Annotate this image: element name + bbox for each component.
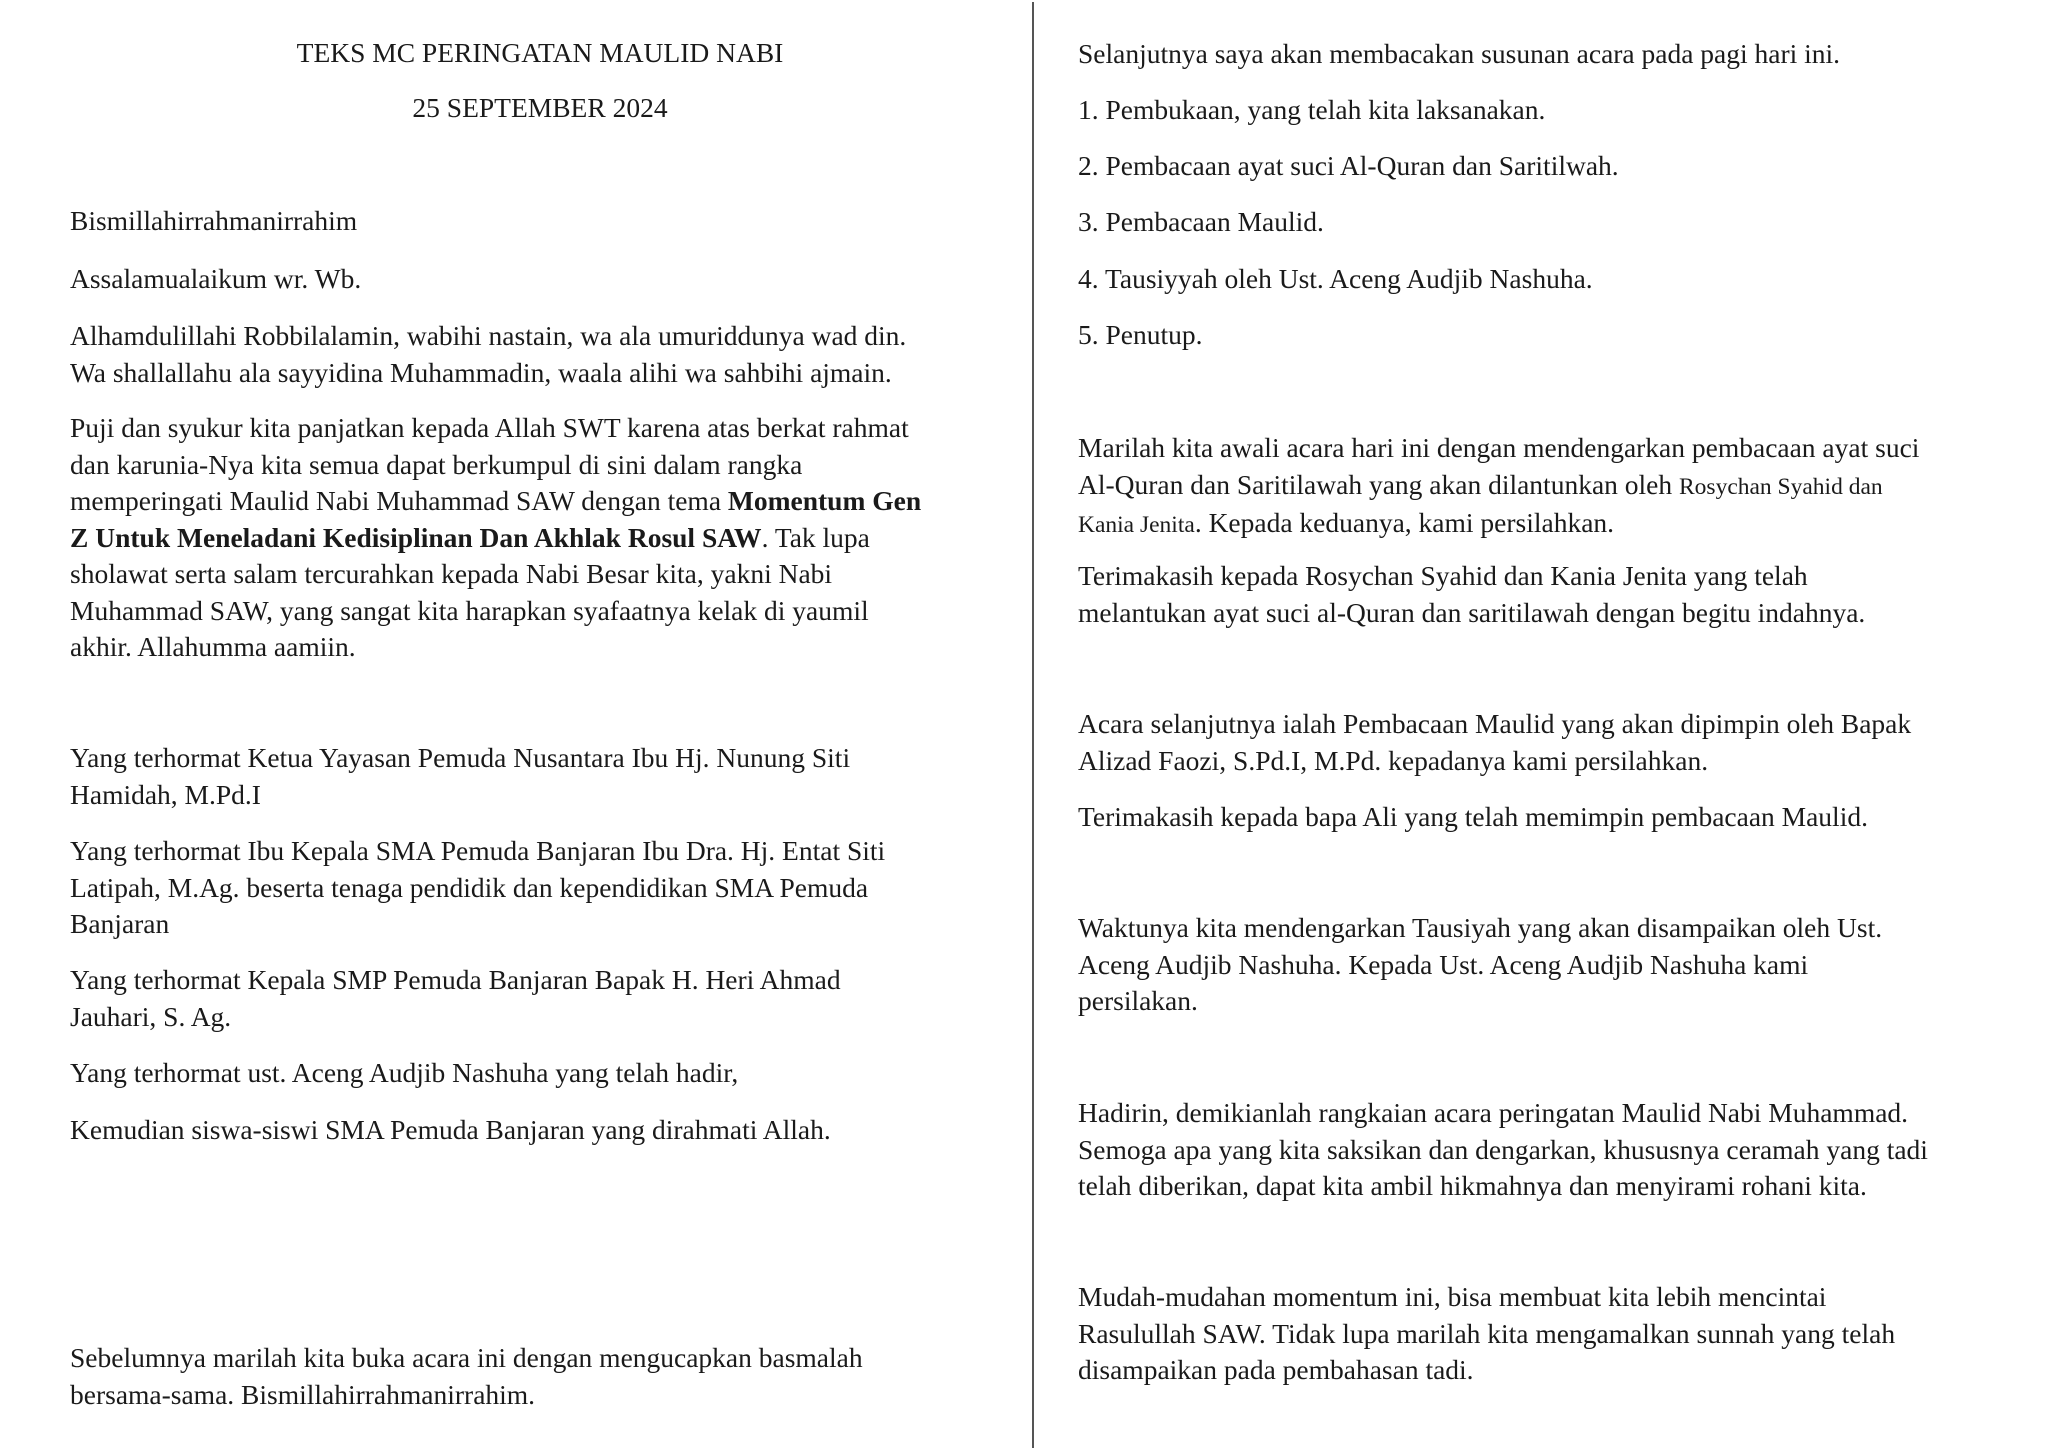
text-line: Alhamdulillahi Robbilalamin, wabihi nastain, wa ala umuriddunya wad din. xyxy=(70,320,907,351)
text-span: memperingati Maulid Nabi Muhammad SAW dengan tema xyxy=(70,485,728,516)
greeting-ustadz: Yang terhormat ust. Aceng Audjib Nashuha yang telah hadir, xyxy=(70,1057,739,1088)
agenda-item: 3. Pembacaan Maulid. xyxy=(1078,206,1324,237)
closing-paragraph xyxy=(1078,1279,2008,1389)
agenda-item: 2. Pembacaan ayat suci Al-Quran dan Saritilwah. xyxy=(1078,150,1619,181)
text-line: Sebelumnya marilah kita buka acara ini dengan mengucapkan basmalah xyxy=(70,1342,863,1373)
text-line: Wa shallallahu ala sayyidina Muhammadin, waala alihi wa sahbihi ajmain. xyxy=(70,356,892,388)
tausiyah-paragraph xyxy=(1078,910,2008,1020)
text-line xyxy=(70,483,1010,520)
text-line: Marilah kita awali acara hari ini dengan mendengarkan pembacaan ayat suci xyxy=(1078,432,1920,463)
text-line: Aceng Audjib Nashuha. Kepada Ust. Aceng Audjib Nashuha kami xyxy=(1078,948,1809,980)
agenda-item: 1. Pembukaan, yang telah kita laksanakan. xyxy=(1078,94,1546,125)
text-line xyxy=(1078,505,2008,544)
text-line: Hamidah, M.Pd.I xyxy=(70,778,261,810)
agenda-intro: Selanjutnya saya akan membacakan susunan acara pada pagi hari ini. xyxy=(1078,38,1841,69)
text-line: Rasulullah SAW. Tidak lupa marilah kita mengamalkan sunnah yang telah xyxy=(1078,1317,1896,1349)
reciter-names-small: Rosychan Syahid dan xyxy=(1679,473,1883,500)
column-divider xyxy=(1032,2,1034,1448)
text-line: sholawat serta salam tercurahkan kepada Nabi Besar kita, yakni Nabi xyxy=(70,558,833,589)
text-line: persilakan. xyxy=(1078,985,1198,1016)
quran-paragraph xyxy=(1078,430,2008,544)
salam-line: Assalamualaikum wr. Wb. xyxy=(70,263,362,294)
opening-paragraph xyxy=(70,318,1010,391)
text-span: . Kepada keduanya, kami persilahkan. xyxy=(1194,507,1615,538)
text-line xyxy=(1078,467,2008,506)
maulid-paragraph xyxy=(1078,706,2008,779)
text-line: Muhammad SAW, yang sangat kita harapkan syafaatnya kelak di yaumil xyxy=(70,594,869,626)
text-line: Terimakasih kepada Rosychan Syahid dan Kania Jenita yang telah xyxy=(1078,560,1808,591)
text-line: Semoga apa yang kita saksikan dan dengarkan, khususnya ceramah yang tadi xyxy=(1078,1133,1928,1165)
greeting-kepsek-sma xyxy=(70,833,1010,943)
greeting-siswa: Kemudian siswa-siswi SMA Pemuda Banjaran yang dirahmati Allah. xyxy=(70,1114,831,1145)
text-line: bersama-sama. Bismillahirrahmanirrahim. xyxy=(70,1378,536,1410)
text-line xyxy=(70,520,1010,557)
basmalah-paragraph xyxy=(70,1340,1010,1413)
text-line: akhir. Allahumma aamiin. xyxy=(70,631,356,662)
hadirin-paragraph xyxy=(1078,1095,2008,1205)
text-line: Banjaran xyxy=(70,908,170,939)
agenda-item: 4. Tausiyyah oleh Ust. Aceng Audjib Nashuha. xyxy=(1078,263,1593,294)
text-line: Jauhari, S. Ag. xyxy=(70,1000,232,1032)
theme-bold-text: Momentum Gen xyxy=(727,485,922,516)
text-line: Hadirin, demikianlah rangkaian acara peringatan Maulid Nabi Muhammad. xyxy=(1078,1097,1909,1128)
thanks-quran-paragraph xyxy=(1078,558,2008,631)
text-line: Acara selanjutnya ialah Pembacaan Maulid yang akan dipimpin oleh Bapak xyxy=(1078,708,1912,739)
text-line: melantukan ayat suci al-Quran dan saritilawah dengan begitu indahnya. xyxy=(1078,596,1866,628)
text-line: Latipah, M.Ag. beserta tenaga pendidik dan kependidikan SMA Pemuda xyxy=(70,871,869,903)
theme-bold-text: Z Untuk Meneladani Kedisiplinan Dan Akhlak Rosul SAW xyxy=(70,521,762,553)
text-span: . Tak lupa xyxy=(761,521,870,553)
text-line: disampaikan pada pembahasan tadi. xyxy=(1078,1354,1474,1385)
puji-paragraph xyxy=(70,410,1010,666)
text-line: Puji dan syukur kita panjatkan kepada Allah SWT karena atas berkat rahmat xyxy=(70,412,909,443)
text-line: Yang terhormat Ketua Yayasan Pemuda Nusantara Ibu Hj. Nunung Siti xyxy=(70,742,851,773)
text-line: Alizad Faozi, S.Pd.I, M.Pd. kepadanya kami persilahkan. xyxy=(1078,744,1709,776)
text-line: Yang terhormat Kepala SMP Pemuda Banjaran Bapak H. Heri Ahmad xyxy=(70,964,841,995)
document-title: TEKS MC PERINGATAN MAULID NABI xyxy=(296,37,784,68)
text-span: Al-Quran dan Saritilawah yang akan dilantunkan oleh xyxy=(1078,468,1679,500)
bismillah-line: Bismillahirrahmanirrahim xyxy=(70,205,358,236)
reciter-names-small: Kania Jenita xyxy=(1078,512,1195,538)
text-line: dan karunia-Nya kita semua dapat berkumpul di sini dalam rangka xyxy=(70,448,803,480)
text-line: Waktunya kita mendengarkan Tausiyah yang akan disampaikan oleh Ust. xyxy=(1078,912,1883,943)
thanks-maulid: Terimakasih kepada bapa Ali yang telah memimpin pembacaan Maulid. xyxy=(1078,801,1868,832)
greeting-ketua xyxy=(70,740,1010,813)
text-line: Mudah-mudahan momentum ini, bisa membuat kita lebih mencintai xyxy=(1078,1281,1827,1312)
greeting-kepsek-smp xyxy=(70,962,1010,1035)
document-date: 25 SEPTEMBER 2024 xyxy=(412,92,668,123)
text-line: telah diberikan, dapat kita ambil hikmahnya dan menyirami rohani kita. xyxy=(1078,1170,1867,1201)
text-line: Yang terhormat Ibu Kepala SMA Pemuda Banjaran Ibu Dra. Hj. Entat Siti xyxy=(70,835,886,866)
agenda-item: 5. Penutup. xyxy=(1078,319,1203,350)
